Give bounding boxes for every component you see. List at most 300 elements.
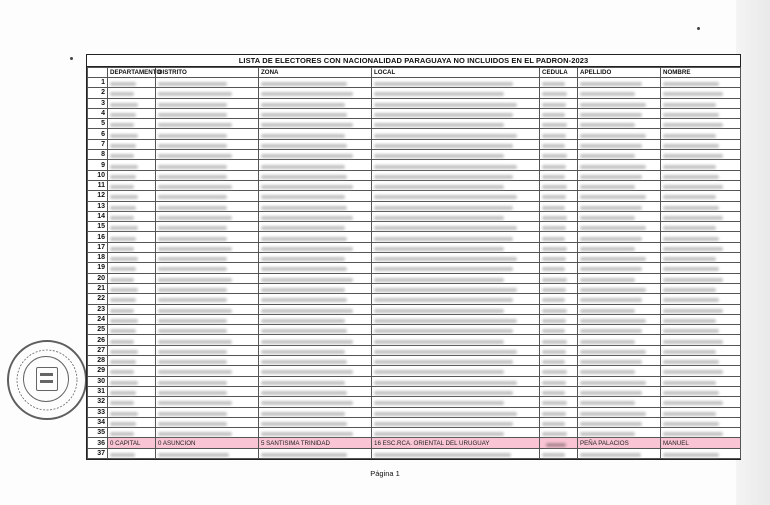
redaction-blur	[663, 144, 719, 148]
redacted-cell	[372, 253, 540, 263]
row-number: 5	[88, 119, 108, 129]
speck	[70, 57, 73, 60]
redacted-cell	[259, 139, 372, 149]
redaction-blur	[580, 309, 635, 313]
redaction-blur	[110, 288, 138, 292]
redaction-blur	[542, 309, 567, 313]
redaction-blur	[663, 309, 723, 313]
redacted-cell	[259, 108, 372, 118]
redacted-cell	[578, 273, 661, 283]
redacted-cell	[259, 160, 372, 170]
redaction-blur	[158, 134, 227, 138]
redaction-blur	[542, 412, 566, 416]
redaction-blur	[580, 237, 642, 241]
redacted-cell	[259, 397, 372, 407]
redaction-blur	[110, 237, 136, 241]
redaction-blur	[663, 103, 716, 107]
redaction-blur	[374, 82, 513, 86]
redaction-blur	[374, 370, 504, 374]
redacted-cell	[156, 397, 259, 407]
redacted-cell	[372, 335, 540, 345]
redacted-cell	[156, 366, 259, 376]
redaction-blur	[374, 113, 513, 117]
redaction-blur	[374, 329, 513, 333]
redaction-blur	[158, 144, 227, 148]
redacted-cell	[578, 304, 661, 314]
redacted-cell	[372, 386, 540, 396]
redaction-blur	[261, 340, 353, 344]
table-row	[88, 273, 741, 283]
table-row	[88, 98, 741, 108]
redaction-blur	[158, 422, 227, 426]
redaction-blur	[374, 278, 504, 282]
highlighted-distrito: 0 ASUNCION	[156, 438, 259, 448]
redaction-blur	[374, 195, 517, 199]
redaction-blur	[663, 123, 723, 127]
redacted-cell	[372, 222, 540, 232]
table-row	[88, 448, 741, 458]
highlighted-apellido: PEÑA PALACIOS	[578, 438, 661, 448]
redacted-cell	[540, 356, 578, 366]
redacted-cell	[578, 345, 661, 355]
redacted-cell	[661, 242, 741, 252]
redacted-cell	[540, 170, 578, 180]
header-row	[88, 68, 741, 78]
redacted-cell	[156, 283, 259, 293]
redaction-blur	[158, 195, 227, 199]
redacted-cell	[156, 170, 259, 180]
redacted-cell	[259, 98, 372, 108]
redacted-cell	[259, 222, 372, 232]
table-row	[88, 325, 741, 335]
redacted-cell	[661, 335, 741, 345]
redaction-blur	[580, 185, 635, 189]
redacted-cell	[540, 119, 578, 129]
redacted-cell	[108, 119, 156, 129]
redacted-cell	[156, 304, 259, 314]
redaction-blur	[542, 391, 565, 395]
redacted-cell	[156, 201, 259, 211]
redaction-blur	[663, 412, 716, 416]
redacted-cell	[156, 180, 259, 190]
redaction-blur	[110, 175, 136, 179]
redaction-blur	[542, 329, 565, 333]
row-number: 28	[88, 356, 108, 366]
redacted-cell	[578, 150, 661, 160]
redaction-blur	[374, 319, 517, 323]
redaction-blur	[663, 329, 719, 333]
redaction-blur	[374, 350, 517, 354]
redaction-blur	[158, 340, 232, 344]
redacted-cell	[661, 448, 741, 458]
redaction-blur	[580, 82, 642, 86]
redacted-cell	[540, 129, 578, 139]
redaction-blur	[663, 206, 719, 210]
redacted-cell	[578, 325, 661, 335]
redacted-cell	[156, 119, 259, 129]
table-row	[88, 294, 741, 304]
redacted-cell	[578, 119, 661, 129]
redaction-blur	[261, 401, 353, 405]
table-row	[88, 253, 741, 263]
redacted-cell	[108, 180, 156, 190]
redacted-cell	[259, 191, 372, 201]
redaction-blur	[374, 288, 517, 292]
redacted-cell	[156, 345, 259, 355]
redacted-cell	[578, 407, 661, 417]
redaction-blur	[374, 340, 504, 344]
redaction-blur	[542, 319, 566, 323]
redacted-cell	[108, 386, 156, 396]
redaction-blur	[542, 360, 565, 364]
redacted-cell	[578, 170, 661, 180]
redaction-blur	[110, 319, 138, 323]
redacted-cell	[540, 345, 578, 355]
redaction-blur	[261, 329, 347, 333]
redaction-blur	[110, 298, 136, 302]
redaction-blur	[261, 144, 347, 148]
redaction-blur	[261, 247, 353, 251]
redaction-blur	[663, 298, 719, 302]
table-row	[88, 119, 741, 129]
redacted-cell	[372, 345, 540, 355]
redacted-cell	[108, 201, 156, 211]
redaction-blur	[158, 453, 229, 457]
redacted-cell	[578, 314, 661, 324]
redaction-blur	[580, 288, 646, 292]
redaction-blur	[158, 298, 227, 302]
redacted-cell	[661, 139, 741, 149]
highlighted-num: 36	[88, 438, 108, 448]
redaction-blur	[542, 123, 567, 127]
row-number: 12	[88, 191, 108, 201]
redaction-blur	[261, 360, 347, 364]
row-number: 20	[88, 273, 108, 283]
redaction-blur	[542, 92, 567, 96]
redaction-blur	[663, 319, 716, 323]
redaction-blur	[580, 360, 642, 364]
redaction-blur	[261, 257, 345, 261]
redaction-blur	[580, 165, 646, 169]
table-row	[88, 376, 741, 386]
redaction-blur	[580, 319, 646, 323]
redacted-cell	[540, 222, 578, 232]
redacted-cell	[578, 78, 661, 88]
redaction-blur	[663, 226, 716, 230]
redaction-blur	[663, 432, 723, 436]
row-number: 37	[88, 448, 108, 458]
redaction-blur	[261, 267, 347, 271]
redaction-blur	[374, 360, 513, 364]
redaction-blur	[580, 267, 642, 271]
redacted-cell	[156, 335, 259, 345]
redacted-cell	[156, 88, 259, 98]
redaction-blur	[158, 288, 227, 292]
redacted-cell	[259, 119, 372, 129]
redacted-cell	[578, 428, 661, 438]
stamp-ballot-box-icon	[36, 367, 58, 391]
redacted-cell	[108, 88, 156, 98]
redaction-blur	[374, 237, 513, 241]
redaction-blur	[580, 370, 635, 374]
redacted-cell	[661, 170, 741, 180]
table-row	[88, 417, 741, 427]
redaction-blur	[261, 381, 345, 385]
redaction-blur	[374, 206, 513, 210]
table-row	[88, 180, 741, 190]
redacted-cell	[540, 366, 578, 376]
redaction-blur	[542, 453, 565, 457]
redacted-cell	[156, 150, 259, 160]
redaction-blur	[158, 401, 232, 405]
redacted-cell	[108, 397, 156, 407]
redacted-cell	[108, 98, 156, 108]
redaction-blur	[663, 216, 723, 220]
highlighted-cedula	[540, 438, 578, 448]
redacted-cell	[108, 325, 156, 335]
redaction-blur	[663, 185, 723, 189]
redacted-cell	[661, 304, 741, 314]
redaction-blur	[542, 350, 566, 354]
table-row	[88, 283, 741, 293]
redaction-blur	[374, 134, 517, 138]
redacted-cell	[578, 283, 661, 293]
redaction-blur	[158, 309, 232, 313]
redacted-cell	[661, 356, 741, 366]
redaction-blur	[374, 226, 517, 230]
redacted-cell	[108, 263, 156, 273]
redacted-cell	[108, 139, 156, 149]
redacted-cell	[108, 129, 156, 139]
row-number: 11	[88, 180, 108, 190]
redacted-cell	[259, 345, 372, 355]
redacted-cell	[578, 232, 661, 242]
redaction-blur	[158, 123, 232, 127]
redacted-cell	[259, 201, 372, 211]
redaction-blur	[110, 92, 134, 96]
redacted-cell	[259, 448, 372, 458]
redaction-blur	[261, 422, 347, 426]
redacted-cell	[661, 263, 741, 273]
redacted-cell	[259, 376, 372, 386]
redaction-blur	[374, 154, 504, 158]
redacted-cell	[540, 211, 578, 221]
table-row	[88, 366, 741, 376]
redaction-blur	[261, 237, 347, 241]
highlighted-zona: 5 SANTISIMA TRINIDAD	[259, 438, 372, 448]
redacted-cell	[661, 108, 741, 118]
redaction-blur	[663, 267, 719, 271]
redaction-blur	[110, 165, 138, 169]
table-row	[88, 335, 741, 345]
redaction-blur	[663, 165, 716, 169]
redacted-cell	[259, 325, 372, 335]
redaction-blur	[110, 391, 136, 395]
redacted-cell	[156, 191, 259, 201]
redaction-blur	[261, 391, 347, 395]
redaction-blur	[542, 247, 567, 251]
row-number: 30	[88, 376, 108, 386]
redacted-cell	[578, 253, 661, 263]
redaction-blur	[542, 298, 565, 302]
redaction-blur	[663, 278, 723, 282]
redacted-cell	[578, 397, 661, 407]
redaction-blur	[663, 360, 719, 364]
redacted-cell	[372, 448, 540, 458]
redaction-blur	[110, 267, 136, 271]
redaction-blur	[542, 381, 566, 385]
redacted-cell	[259, 407, 372, 417]
redacted-cell	[540, 294, 578, 304]
redaction-blur	[374, 103, 517, 107]
table-row	[88, 222, 741, 232]
redaction-blur	[374, 298, 513, 302]
redaction-blur	[542, 134, 566, 138]
redaction-blur	[110, 412, 138, 416]
redaction-blur	[158, 92, 232, 96]
redaction-blur	[110, 103, 138, 107]
row-number: 33	[88, 407, 108, 417]
row-number: 16	[88, 232, 108, 242]
redaction-blur	[542, 82, 565, 86]
redaction-blur	[110, 226, 138, 230]
redacted-cell	[540, 232, 578, 242]
redaction-blur	[374, 92, 504, 96]
redacted-cell	[661, 366, 741, 376]
redaction-blur	[261, 432, 353, 436]
redaction-blur	[158, 185, 232, 189]
redaction-blur	[374, 432, 504, 436]
redaction-blur	[542, 278, 567, 282]
redacted-cell	[372, 294, 540, 304]
redaction-blur	[158, 278, 232, 282]
row-number: 31	[88, 386, 108, 396]
redacted-cell	[540, 108, 578, 118]
redacted-cell	[259, 273, 372, 283]
redacted-cell	[372, 129, 540, 139]
redaction-blur	[542, 154, 567, 158]
redacted-cell	[540, 428, 578, 438]
redaction-blur	[261, 185, 353, 189]
redacted-cell	[661, 407, 741, 417]
redaction-blur	[110, 134, 138, 138]
electors-table-frame	[86, 54, 741, 460]
redacted-cell	[661, 386, 741, 396]
redacted-cell	[578, 335, 661, 345]
redacted-cell	[372, 428, 540, 438]
redacted-cell	[540, 417, 578, 427]
redacted-cell	[578, 294, 661, 304]
row-number: 17	[88, 242, 108, 252]
redacted-cell	[540, 180, 578, 190]
redacted-cell	[156, 129, 259, 139]
redaction-blur	[663, 288, 716, 292]
row-number: 3	[88, 98, 108, 108]
redaction-blur	[158, 319, 227, 323]
redacted-cell	[540, 88, 578, 98]
redacted-cell	[540, 376, 578, 386]
row-number: 23	[88, 304, 108, 314]
redaction-blur	[158, 165, 227, 169]
redaction-blur	[261, 370, 353, 374]
redaction-blur	[663, 340, 723, 344]
redacted-cell	[259, 78, 372, 88]
redaction-blur	[663, 195, 716, 199]
row-number: 2	[88, 88, 108, 98]
redaction-blur	[663, 82, 719, 86]
redaction-blur	[580, 340, 635, 344]
redaction-blur	[261, 453, 347, 457]
table-row	[88, 108, 741, 118]
redaction-blur	[158, 82, 227, 86]
redacted-cell	[259, 180, 372, 190]
redacted-cell	[661, 428, 741, 438]
table-row	[88, 428, 741, 438]
redacted-cell	[372, 108, 540, 118]
redaction-blur	[261, 195, 345, 199]
redaction-blur	[580, 401, 635, 405]
redaction-blur	[158, 370, 232, 374]
row-number: 29	[88, 366, 108, 376]
redaction-blur	[663, 134, 716, 138]
redaction-blur	[158, 206, 227, 210]
row-number: 22	[88, 294, 108, 304]
redacted-cell	[578, 160, 661, 170]
row-number: 15	[88, 222, 108, 232]
redacted-cell	[108, 170, 156, 180]
redacted-cell	[372, 191, 540, 201]
redaction-blur	[374, 453, 511, 457]
redaction-blur	[542, 370, 567, 374]
redaction-blur	[261, 92, 353, 96]
redaction-blur	[261, 175, 347, 179]
redacted-cell	[156, 428, 259, 438]
redaction-blur	[110, 185, 134, 189]
redacted-cell	[259, 170, 372, 180]
table-row	[88, 139, 741, 149]
redaction-blur	[261, 309, 353, 313]
redaction-blur	[374, 175, 513, 179]
redaction-blur	[542, 226, 566, 230]
redacted-cell	[259, 88, 372, 98]
redacted-cell	[259, 263, 372, 273]
redaction-blur	[542, 432, 567, 436]
redacted-cell	[156, 417, 259, 427]
redacted-cell	[259, 386, 372, 396]
redaction-blur	[374, 185, 504, 189]
redaction-blur	[261, 103, 345, 107]
redaction-blur	[374, 381, 517, 385]
redaction-blur	[261, 123, 353, 127]
redaction-blur	[580, 329, 642, 333]
redacted-cell	[108, 78, 156, 88]
redaction-blur	[663, 370, 723, 374]
header-distrito: DISTRITO	[156, 68, 259, 78]
redacted-cell	[372, 273, 540, 283]
redacted-cell	[661, 119, 741, 129]
redaction-blur	[110, 360, 136, 364]
redaction-blur	[261, 113, 347, 117]
redacted-cell	[540, 253, 578, 263]
redaction-blur	[663, 350, 716, 354]
redacted-cell	[372, 78, 540, 88]
redacted-cell	[578, 242, 661, 252]
redaction-blur	[580, 432, 635, 436]
redacted-cell	[661, 345, 741, 355]
redaction-blur	[542, 401, 567, 405]
redaction-blur	[542, 113, 565, 117]
redacted-cell	[108, 314, 156, 324]
